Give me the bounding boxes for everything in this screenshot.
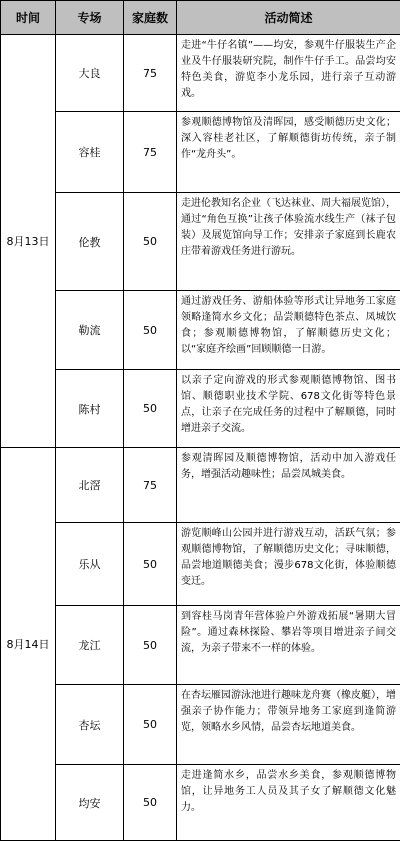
summary-cell: 通过游戏任务、游船体验等形式让异地务工家庭领略逢简水乡文化；品尝顺德特色茶点、凤城饮食；参观顺德博物馆，了解顺德历史文化；以“家庭齐绘画”回顾顺德一日游。 [177,291,400,370]
venue-cell: 陈村 [56,370,124,448]
venue-cell: 容桂 [56,112,124,193]
table-row [1,291,400,370]
families-cell: 75 [124,112,177,193]
summary-cell: 参观顺德博物馆及清晖园，感受顺德历史文化；深入容桂老社区，了解顺德街坊传统，亲子制作“龙舟头”。 [177,112,400,193]
families-cell: 50 [124,291,177,370]
header-time: 时间 [1,1,56,35]
header-venue: 专场 [56,1,124,35]
date-cell-aug14: 8月14日 [1,448,56,841]
venue-cell: 杏坛 [56,685,124,765]
summary-cell: 到容桂马岗青年营体验户外游戏拓展“暑期大冒险”。通过森林探险、攀岩等项目增进亲子间交流，为亲子带来不一样的体验。 [177,606,400,685]
venue-cell: 大良 [56,35,124,112]
table-row [1,685,400,765]
families-cell: 50 [124,370,177,448]
header-summary: 活动简述 [177,1,400,35]
summary-cell: 在杏坛雁园游泳池进行趣味龙舟赛（橡皮艇），增强亲子协作能力；带领异地务工家庭到逢简游览，领略水乡风情，品尝杏坛地道美食。 [177,685,400,765]
table-row [1,448,400,523]
summary-cell: 走进逢简水乡，品尝水乡美食，参观顺德博物馆，让异地务工人员及其子女了解顺德文化魅力。 [177,765,400,841]
header-row [1,1,400,35]
venue-cell: 勒流 [56,291,124,370]
summary-cell: 走进伦教知名企业（飞达袜业、周大福展览馆），通过“角色互换”让孩子体验流水线生产（袜子包装）及展览馆向导工作；安排亲子家庭到长鹿农庄带着游戏任务进行游玩。 [177,193,400,291]
summary-cell: 游览顺峰山公园并进行游戏互动，活跃气氛；参观顺德博物馆，了解顺德历史文化；寻味顺德，品尝地道顺德美食；漫步678文化街，体验顺德变迁。 [177,523,400,606]
families-cell: 50 [124,765,177,841]
families-cell: 50 [124,523,177,606]
summary-cell: 参观清晖园及顺德博物馆，活动中加入游戏任务，增强活动趣味性；品尝凤城美食。 [177,448,400,523]
table-row [1,765,400,841]
table-row [1,370,400,448]
families-cell: 50 [124,193,177,291]
summary-cell: 以亲子定向游戏的形式参观顺德博物馆、图书馆、顺德职业技术学院、678文化街等特色景点，让亲子在完成任务的过程中了解顺德，同时增进亲子交流。 [177,370,400,448]
table-row [1,193,400,291]
table-row [1,112,400,193]
table-row [1,606,400,685]
venue-cell: 龙江 [56,606,124,685]
venue-cell: 乐从 [56,523,124,606]
date-cell-aug13: 8月13日 [1,35,56,448]
venue-cell: 伦教 [56,193,124,291]
families-cell: 50 [124,606,177,685]
table-row [1,523,400,606]
families-cell: 75 [124,448,177,523]
families-cell: 75 [124,35,177,112]
families-cell: 50 [124,685,177,765]
header-families: 家庭数 [124,1,177,35]
venue-cell: 均安 [56,765,124,841]
table-row [1,35,400,112]
venue-cell: 北滘 [56,448,124,523]
summary-cell: 走进“牛仔名镇”——均安，参观牛仔服装生产企业及牛仔服装研究院，制作牛仔手工。品尝均安特色美食，游览李小龙乐园，进行亲子互动游戏。 [177,35,400,112]
